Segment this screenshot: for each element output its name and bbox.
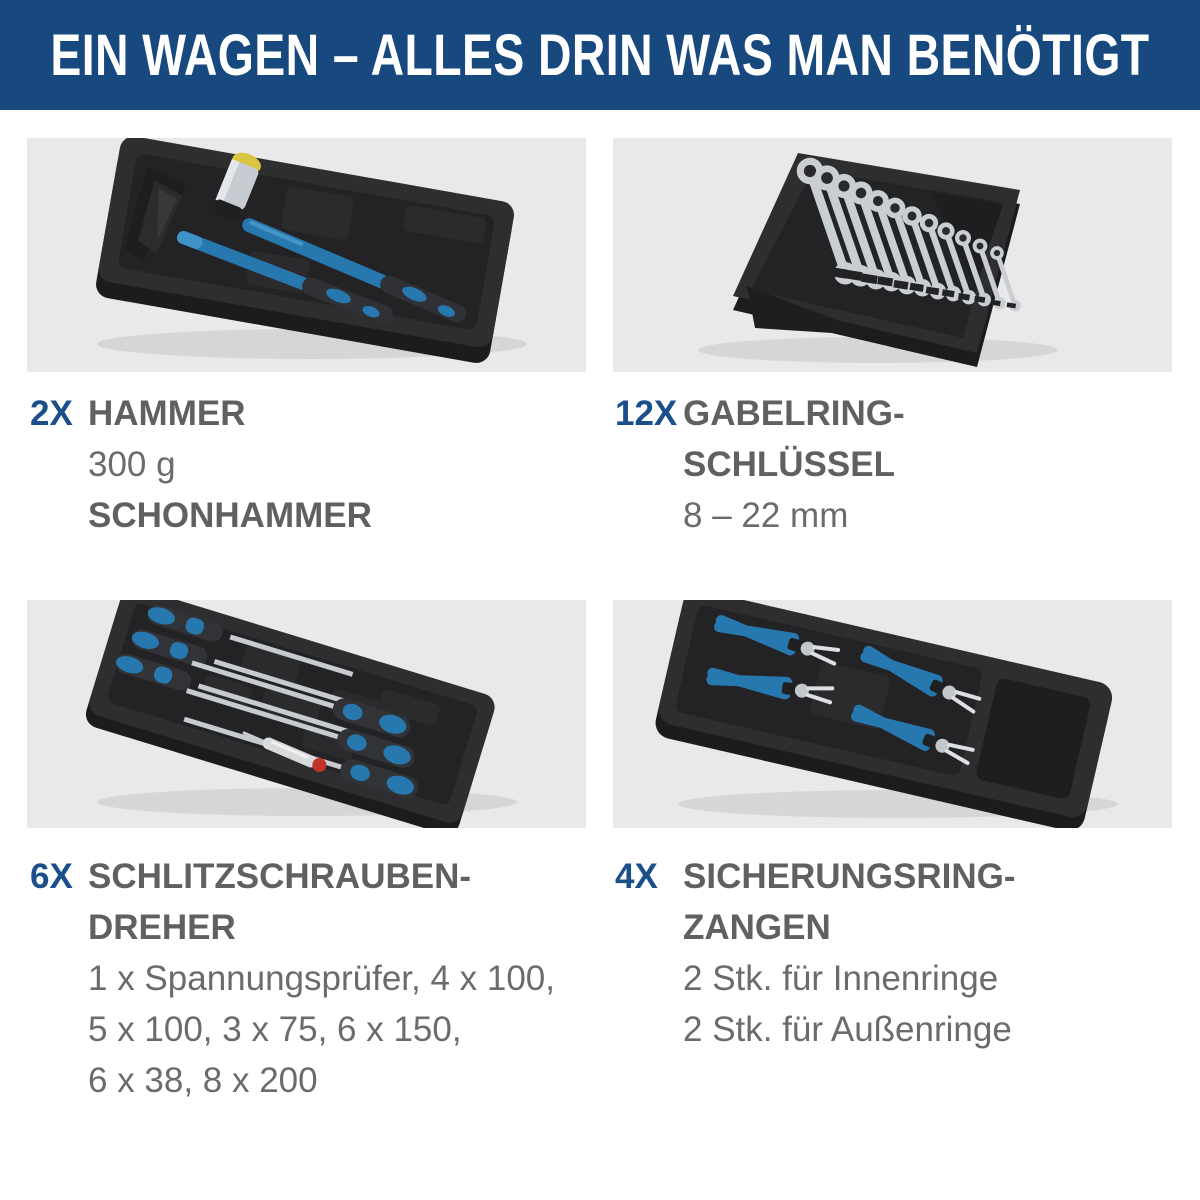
screwdriver-tray-photo [27, 600, 586, 828]
product-text [88, 388, 372, 541]
product-caption-hammer [30, 388, 372, 541]
wrench-tray [733, 153, 1020, 367]
product-name-line: ZANGEN [683, 908, 831, 947]
product-name-line: SCHLÜSSEL [683, 445, 895, 484]
product-caption-screwdrivers [30, 851, 555, 1106]
product-detail-line: 6 x 38, 8 x 200 [88, 1061, 318, 1100]
product-detail-line: 300 g [88, 445, 176, 484]
product-name-line: SCHONHAMMER [88, 496, 372, 535]
product-detail-line: 2 Stk. für Innenringe [683, 959, 999, 998]
product-qty: 12X [615, 394, 678, 433]
banner-title: EIN WAGEN – ALLES DRIN WAS MAN BENÖTIGT [50, 22, 1150, 88]
product-qty: 4X [615, 857, 658, 896]
hammer-tray-photo [27, 138, 586, 372]
product-text [88, 851, 555, 1106]
product-name-line: DREHER [88, 908, 236, 947]
product-qty: 6X [30, 857, 73, 896]
product-name-line: HAMMER [88, 394, 246, 433]
product-text [683, 388, 905, 541]
product-detail-line: 2 Stk. für Außenringe [683, 1010, 1012, 1049]
product-qty: 2X [30, 394, 73, 433]
product-caption-wrenches [615, 388, 905, 541]
product-name-line: SICHERUNGSRING- [683, 857, 1016, 896]
wrench-tray-illustration [613, 138, 1172, 372]
product-detail-line: 5 x 100, 3 x 75, 6 x 150, [88, 1010, 462, 1049]
product-caption-pliers [615, 851, 1016, 1055]
product-text [683, 851, 1016, 1055]
product-name-line: SCHLITZSCHRAUBEN- [88, 857, 472, 896]
product-name-line: GABELRING- [683, 394, 905, 433]
product-detail-line: 8 – 22 mm [683, 496, 849, 535]
circlip-pliers-tray-photo [613, 600, 1172, 828]
circlip-pliers-tray-illustration [613, 600, 1172, 828]
screwdriver-tray-illustration [27, 600, 586, 828]
banner [0, 0, 1200, 110]
product-detail-line: 1 x Spannungsprüfer, 4 x 100, [88, 959, 555, 998]
wrench-tray-photo [613, 138, 1172, 372]
hammer-tray-illustration [27, 138, 586, 372]
hammer-tray [94, 138, 517, 365]
